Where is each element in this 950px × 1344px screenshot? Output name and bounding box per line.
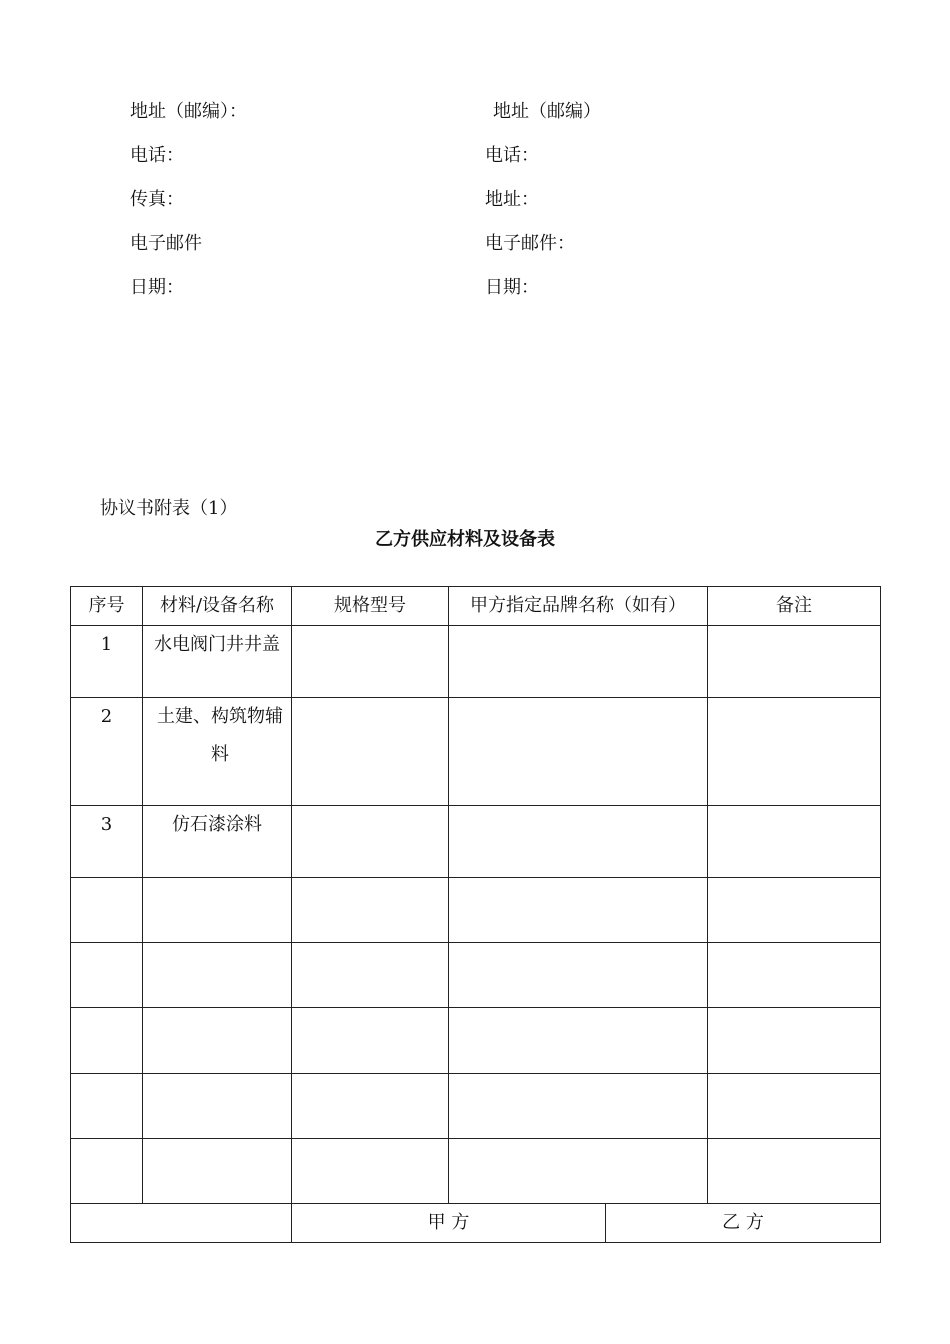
contact-right-phone: 电话： (485, 145, 539, 166)
cell-brand (449, 943, 708, 1008)
cell-note (708, 943, 881, 1008)
cell-brand (449, 698, 708, 806)
cell-no (71, 1008, 143, 1074)
cell-no (71, 943, 143, 1008)
cell-no (71, 878, 143, 943)
contact-left-date: 日期： (130, 277, 184, 298)
table-row (71, 1139, 881, 1204)
cell-spec (292, 1139, 449, 1204)
cell-spec (292, 626, 449, 698)
cell-no (71, 1139, 143, 1204)
cell-spec (292, 1074, 449, 1139)
cell-note (708, 878, 881, 943)
cell-brand (449, 1074, 708, 1139)
cell-no (71, 1074, 143, 1139)
cell-name (143, 878, 292, 943)
table-row (71, 943, 881, 1008)
table-row (71, 806, 881, 878)
header-no: 序号 (71, 587, 143, 626)
cell-no: 2 (71, 698, 143, 806)
cell-brand (449, 1008, 708, 1074)
cell-note (708, 1008, 881, 1074)
table-row (71, 698, 881, 806)
cell-spec (292, 943, 449, 1008)
cell-spec (292, 878, 449, 943)
contact-right-email: 电子邮件： (485, 233, 575, 254)
cell-name (143, 698, 292, 806)
cell-note (708, 698, 881, 806)
cell-brand (449, 626, 708, 698)
footer-party-a: 甲 方 (292, 1204, 606, 1243)
cell-no: 3 (71, 806, 143, 878)
cell-name (143, 943, 292, 1008)
cell-spec (292, 698, 449, 806)
contact-left-address: 地址（邮编）： (130, 101, 247, 122)
materials-table (70, 586, 881, 1243)
cell-name-text: 水电阀门井井盖 (154, 634, 280, 655)
table-row (71, 1008, 881, 1074)
contact-right-address-2: 地址： (485, 189, 539, 210)
cell-brand (449, 1139, 708, 1204)
cell-note (708, 1074, 881, 1139)
cell-spec (292, 1008, 449, 1074)
contact-right-address: 地址（邮编） (493, 101, 601, 122)
header-note: 备注 (708, 587, 881, 626)
cell-name-text: 土建、构筑物辅料 (157, 706, 283, 765)
cell-brand (449, 806, 708, 878)
header-spec: 规格型号 (292, 587, 449, 626)
cell-name (143, 1074, 292, 1139)
contact-left-email: 电子邮件 (130, 233, 202, 254)
cell-spec (292, 806, 449, 878)
header-name: 材料/设备名称 (143, 587, 292, 626)
cell-no: 1 (71, 626, 143, 698)
footer-blank (71, 1204, 292, 1243)
cell-note (708, 1139, 881, 1204)
table-header-row (71, 587, 881, 626)
table-row (71, 1074, 881, 1139)
cell-note (708, 626, 881, 698)
contact-right-date: 日期： (485, 277, 539, 298)
header-brand: 甲方指定品牌名称（如有） (449, 587, 708, 626)
table-row (71, 626, 881, 698)
cell-brand (449, 878, 708, 943)
cell-note (708, 806, 881, 878)
cell-name (143, 626, 292, 698)
cell-name (143, 1008, 292, 1074)
table-row (71, 878, 881, 943)
table-footer-row (71, 1204, 881, 1243)
footer-party-b: 乙 方 (606, 1204, 881, 1243)
contact-left-phone: 电话： (130, 145, 184, 166)
contact-left-fax: 传真： (130, 189, 184, 210)
cell-name-text: 仿石漆涂料 (172, 814, 262, 835)
cell-name (143, 1139, 292, 1204)
annex-label: 协议书附表（1） (100, 498, 238, 519)
table-title: 乙方供应材料及设备表 (375, 529, 555, 550)
cell-name (143, 806, 292, 878)
